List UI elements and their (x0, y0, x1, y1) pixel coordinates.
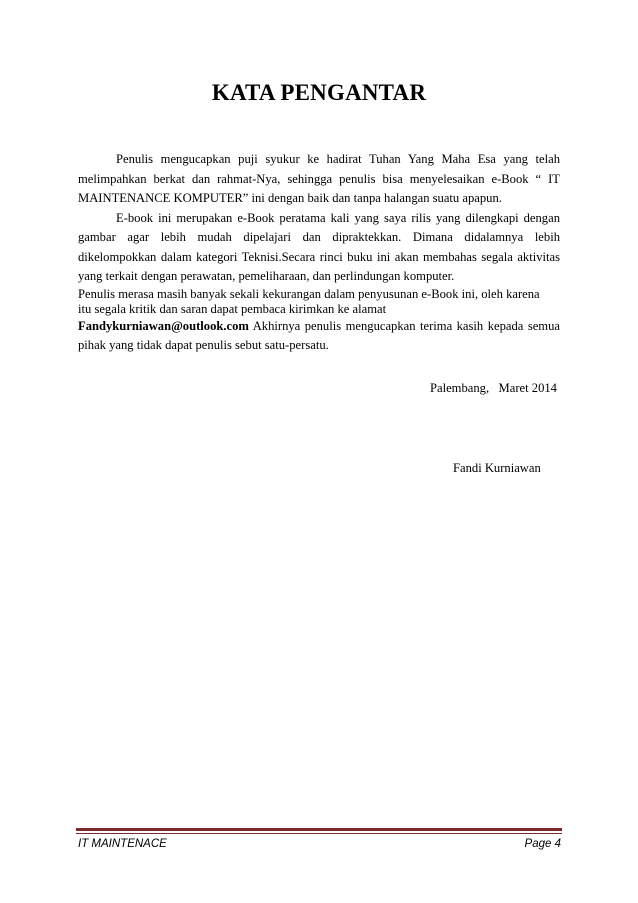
page-title: KATA PENGANTAR (211, 80, 427, 105)
footer-rule-thick (76, 828, 562, 831)
footer-rule-thin (76, 833, 562, 834)
paragraph-3-closing: Akhirnya penulis mengucapkan terima kasih kepada semua pihak yang tidak dapat penulis sebut satu-persatu. (78, 318, 560, 352)
paragraph-1: Penulis mengucapkan puji syukur ke hadirat Tuhan Yang Maha Esa yang telah melimpahkan berkat dan rahmat-Nya, sehingga penulis bisa menyelesaikan e-Book “ IT MAINTENANCE KOMPUTER” ini dengan baik dan tanpa halangan suatu apapun. (78, 152, 560, 205)
footer-page-number: Page 4 (524, 838, 561, 850)
paragraph-2: E-book ini merupakan e-Book peratama kali yang saya rilis yang dilengkapi dengan gambar agar lebih mudah dipelajari dan dipraktekkan. Dimana didalamnya lebih dikelompokkan dalam kategori Teknisi.Secara rinci buku ini akan membahas segala aktivitas yang terkait dengan perawatan, pemeliharaan, dan perlindungan komputer. (78, 210, 560, 283)
paragraph-3-rest (78, 317, 560, 356)
email-address: Fandykurniawan@outlook.com (78, 318, 249, 333)
paragraph-3-line-2: itu segala kritik dan saran dapat pembaca kirimkan ke alamat (78, 301, 387, 316)
document-body (78, 150, 560, 356)
paragraph-3-line-1: Penulis merasa masih banyak sekali kekurangan dalam penyusunan e-Book ini, oleh karena (78, 286, 540, 301)
signature-name: Fandi Kurniawan (453, 461, 541, 475)
footer-title: IT MAINTENACE (78, 838, 167, 850)
place-date: Palembang, Maret 2014 (430, 381, 557, 395)
